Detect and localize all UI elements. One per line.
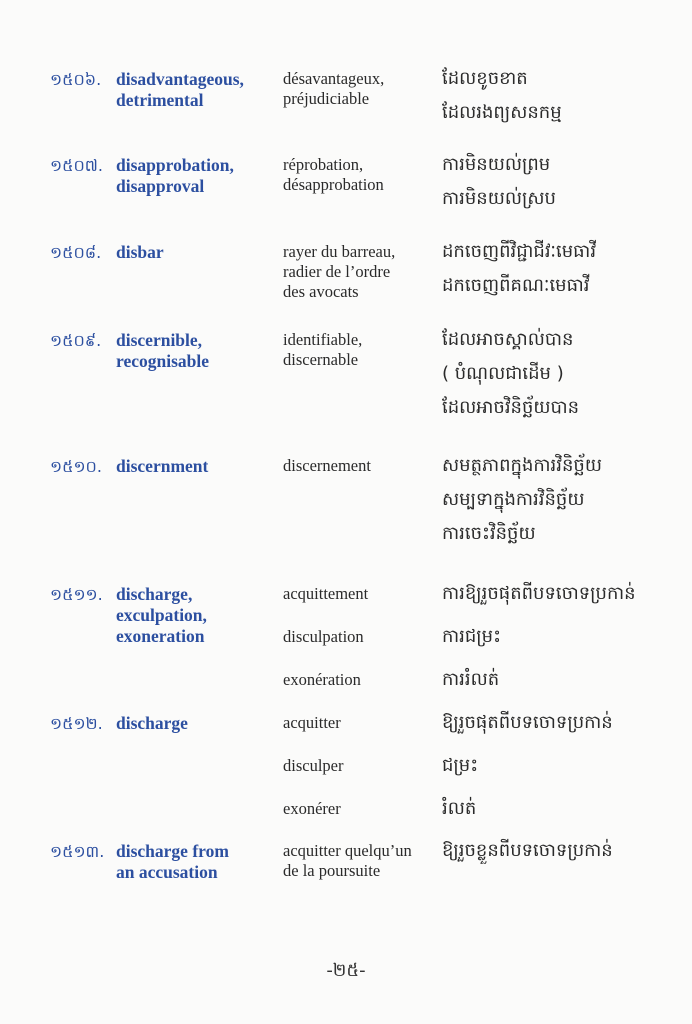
khmer-term <box>442 151 682 219</box>
english-term <box>116 155 284 197</box>
french-line: désavantageux, <box>283 69 385 88</box>
english-line: detrimental <box>116 90 204 110</box>
page-number: -២៥- <box>326 960 366 981</box>
khmer-term <box>442 326 682 428</box>
entry-number: ១៥១០. <box>50 457 102 476</box>
khmer-term <box>442 580 682 700</box>
french-line: radier de l’ordre <box>283 262 391 281</box>
entry-number: ១៥១២. <box>50 714 103 733</box>
khmer-line: ដែលរងព្យសនកម្ម <box>442 102 562 123</box>
french-term <box>283 456 443 476</box>
khmer-line: ការឱ្យរួចផុតពីបទចោទប្រកាន់ <box>442 583 636 604</box>
french-line: disculpation <box>283 627 364 646</box>
english-line: disadvantageous, <box>116 69 244 89</box>
french-term <box>283 155 443 195</box>
english-term <box>116 713 284 734</box>
khmer-term <box>442 238 682 306</box>
french-line: réprobation, <box>283 155 364 174</box>
english-line: disbar <box>116 242 164 262</box>
khmer-line: ដកចេញពីគណៈមេធាវី <box>442 275 590 296</box>
khmer-line: ឱ្យរួចខ្លួនពីបទចោទប្រកាន់ <box>442 840 613 861</box>
french-line: préjudiciable <box>283 89 370 108</box>
french-line: désapprobation <box>283 175 384 194</box>
khmer-line: ជម្រះ <box>442 755 479 776</box>
french-line: de la poursuite <box>283 861 381 880</box>
english-line: discharge <box>116 713 188 733</box>
english-line: exoneration <box>116 626 205 646</box>
french-line: rayer du barreau, <box>283 242 396 261</box>
french-line: exonérer <box>283 799 341 818</box>
french-line: des avocats <box>283 282 359 301</box>
khmer-line: ការជម្រះ <box>442 626 501 647</box>
entry-number: ១៥០៧. <box>50 156 103 175</box>
french-line: acquitter <box>283 713 341 732</box>
entry-number: ១៥០៨. <box>50 243 102 262</box>
entry-number: ១៥០៩. <box>50 331 102 350</box>
english-line: disapproval <box>116 176 205 196</box>
khmer-line: រំលត់ <box>442 798 477 819</box>
khmer-line: ឱ្យរួចផុតពីបទចោទប្រកាន់ <box>442 712 613 733</box>
french-term <box>283 330 443 370</box>
english-term <box>116 242 284 263</box>
english-line: discharge, <box>116 584 193 604</box>
french-line: discernable <box>283 350 359 369</box>
khmer-line: ដែលអាចវិនិច្ឆ័យបាន <box>442 397 580 418</box>
khmer-line: ដកចេញពីវិជ្ជាជីវៈមេធាវី <box>442 241 597 262</box>
french-line: identifiable, <box>283 330 363 349</box>
english-line: discernible, <box>116 330 203 350</box>
khmer-term <box>442 65 682 133</box>
khmer-term <box>442 452 682 554</box>
english-term <box>116 456 284 477</box>
khmer-line: សម្បទាក្នុងការវិនិច្ឆ័យ <box>442 489 585 510</box>
french-term <box>283 242 443 302</box>
french-line: acquittement <box>283 584 369 603</box>
khmer-line: ការមិនយល់ស្រប <box>442 188 556 209</box>
entry-number: ១៥១១. <box>50 585 103 604</box>
english-term <box>116 69 284 111</box>
english-line: an accusation <box>116 862 218 882</box>
english-term <box>116 584 284 647</box>
french-line: discernement <box>283 456 371 475</box>
english-line: disapprobation, <box>116 155 234 175</box>
french-term <box>283 584 443 690</box>
khmer-term <box>442 709 682 829</box>
khmer-line: ( បំណុលជាដើម ) <box>442 363 564 384</box>
khmer-line: ការមិនយល់ព្រម <box>442 154 551 175</box>
khmer-line: ការចេះវិនិច្ឆ័យ <box>442 523 536 544</box>
french-term <box>283 841 443 881</box>
entry-number: ១៥១៣. <box>50 842 105 861</box>
english-line: discernment <box>116 456 209 476</box>
khmer-line: ដែលអាចស្គាល់បាន <box>442 329 574 350</box>
khmer-line: ដែលខូចខាត <box>442 68 528 89</box>
khmer-line: ការរំលត់ <box>442 669 500 690</box>
english-term <box>116 330 284 372</box>
french-term <box>283 713 443 819</box>
entry-number: ១៥០៦. <box>50 70 102 89</box>
french-line: acquitter quelqu’un <box>283 841 412 860</box>
french-term <box>283 69 443 109</box>
french-line: exonération <box>283 670 361 689</box>
khmer-term <box>442 837 682 871</box>
english-term <box>116 841 284 883</box>
english-line: exculpation, <box>116 605 207 625</box>
english-line: discharge from <box>116 841 229 861</box>
english-line: recognisable <box>116 351 210 371</box>
khmer-line: សមត្ថភាពក្នុងការវិនិច្ឆ័យ <box>442 455 602 476</box>
french-line: disculper <box>283 756 344 775</box>
